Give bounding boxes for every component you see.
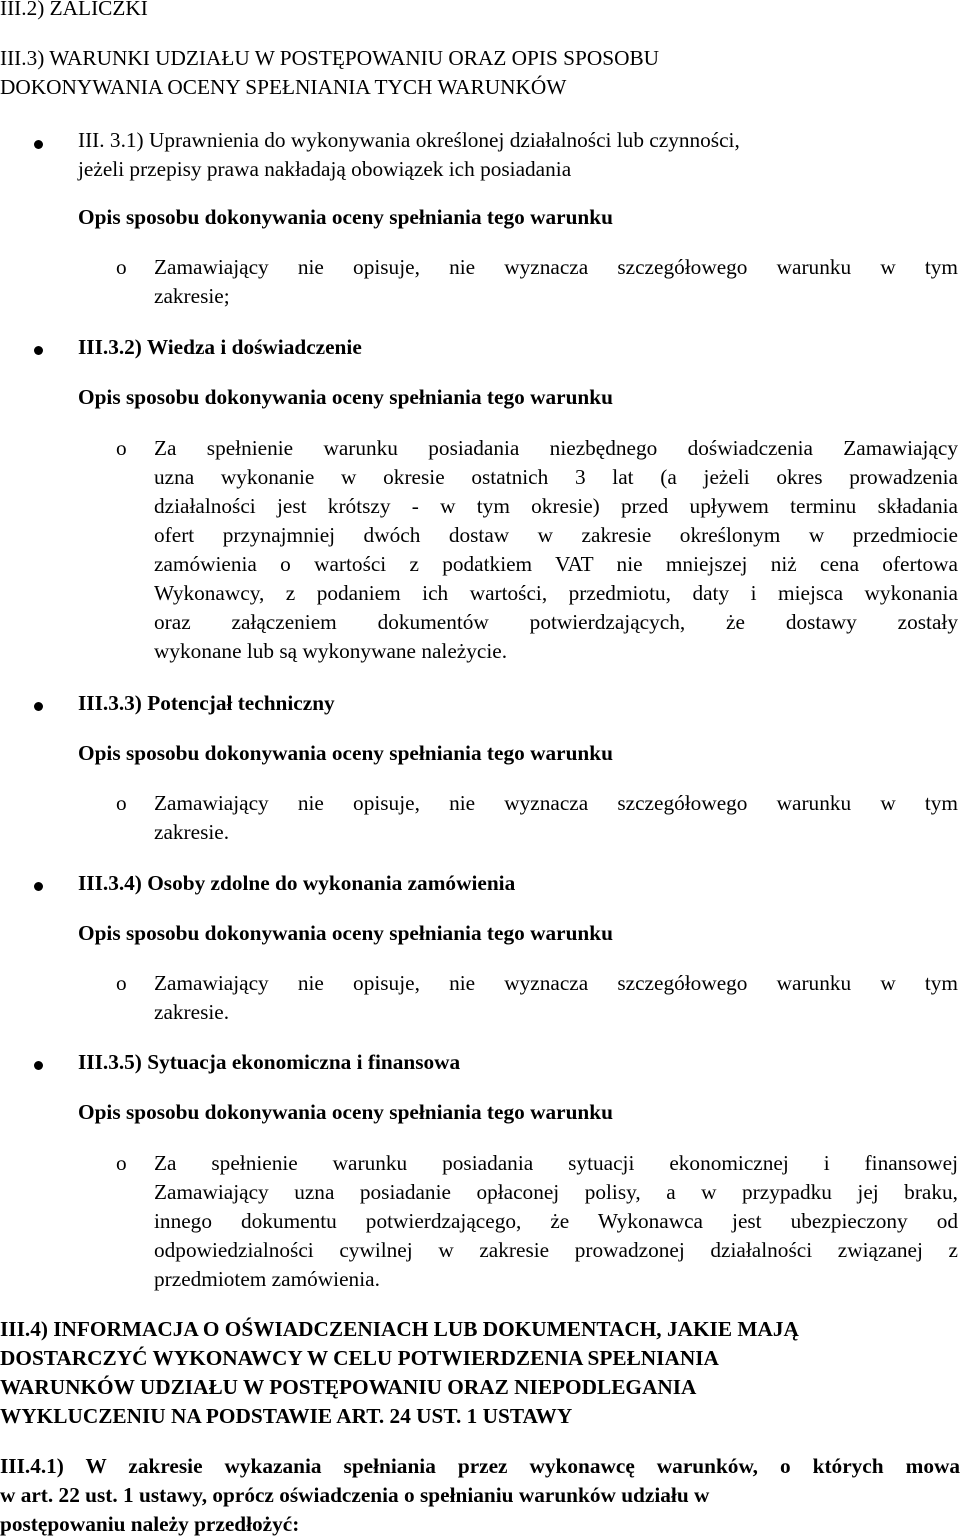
detail-line: Za spełnienie warunku posiadania sytuacji ekonomicznej i finansowej [154,1151,958,1175]
opis-label: Opis sposobu dokonywania oceny spełniania tego warunku [78,205,613,229]
detail-line: Za spełnienie warunku posiadania niezbędnego doświadczenia Zamawiający [154,436,958,460]
detail-line: Wykonawcy, z podaniem ich wartości, przedmiotu, daty i miejsca wykonania [154,581,958,605]
paragraph-line: postępowaniu należy przedłożyć: [0,1512,300,1536]
detail-line: innego dokumentu potwierdzającego, że Wykonawca jest ubezpieczony od [154,1209,958,1233]
bullet-icon [34,140,43,149]
heading-line: DOSTARCZYĆ WYKONAWCY W CELU POTWIERDZENIA SPEŁNIANIA [0,1346,719,1370]
detail-line: oraz załączeniem dokumentów potwierdzających, że dostawy zostały [154,610,958,634]
detail-line: zakresie. [154,820,230,844]
detail-line: działalności jest krótszy - w tym okresie) przed upływem terminu składania [154,494,958,518]
detail-line: zakresie; [154,284,230,308]
item-detail [154,969,958,1027]
detail-line: Zamawiający nie opisuje, nie wyznacza szczegółowego warunku w tym [154,255,958,279]
heading-text: III.2) ZALICZKI [0,0,148,20]
list-marker: o [116,971,127,995]
detail-line: przedmiotem zamówienia. [154,1267,380,1291]
paragraph-line: w art. 22 ust. 1 ustawy, oprócz oświadczenia o spełnianiu warunków udziału w [0,1483,710,1507]
opis-label: Opis sposobu dokonywania oceny spełniania tego warunku [78,385,613,409]
heading-line: III.3) WARUNKI UDZIAŁU W POSTĘPOWANIU ORAZ OPIS SPOSOBU [0,46,660,70]
list-marker: o [116,436,127,460]
detail-line: wykonane lub są wykonywane należycie. [154,639,508,663]
list-marker: o [116,791,127,815]
item-detail [154,789,958,847]
detail-line: Zamawiający nie opisuje, nie wyznacza szczegółowego warunku w tym [154,971,958,995]
item-detail [154,434,958,666]
opis-label: Opis sposobu dokonywania oceny spełniania tego warunku [78,921,613,945]
title-line: III. 3.1) Uprawnienia do wykonywania określonej działalności lub czynności, [78,128,740,152]
heading-line: III.4) INFORMACJA O OŚWIADCZENIACH LUB DOKUMENTACH, JAKIE MAJĄ [0,1317,799,1341]
title-line: jeżeli przepisy prawa nakładają obowiązek ich posiadania [78,157,572,181]
opis-label: Opis sposobu dokonywania oceny spełniania tego warunku [78,741,613,765]
heading-line: WYKLUCZENIU NA PODSTAWIE ART. 24 UST. 1 USTAWY [0,1404,573,1428]
bullet-icon [34,346,43,355]
detail-line: zamówienia o wartości z podatkiem VAT nie mniejszej niż cena ofertowa [154,552,958,576]
detail-line: Zamawiający uzna posiadanie opłaconej polisy, a w przypadku jej braku, [154,1180,958,1204]
section-heading-zaliczki [0,0,960,23]
list-marker: o [116,1151,127,1175]
detail-line: ofert przynajmniej dwóch dostaw w zakresie określonym w przedmiocie [154,523,958,547]
heading-line: WARUNKÓW UDZIAŁU W POSTĘPOWANIU ORAZ NIEPODLEGANIA [0,1375,697,1399]
opis-label: Opis sposobu dokonywania oceny spełniania tego warunku [78,1100,613,1124]
bullet-icon [34,882,43,891]
item-detail [154,1149,958,1294]
section-heading-informacja [0,1315,960,1431]
bullet-icon [34,702,43,711]
section-heading-warunki [0,44,960,102]
heading-line: DOKONYWANIA OCENY SPEŁNIANIA TYCH WARUNKÓW [0,75,567,99]
detail-line: Zamawiający nie opisuje, nie wyznacza szczegółowego warunku w tym [154,791,958,815]
bullet-icon [34,1061,43,1070]
list-marker: o [116,255,127,279]
paragraph-line: III.4.1) W zakresie wykazania spełniania przez wykonawcę warunków, o których mowa [0,1454,960,1478]
item-title: III.3.5) Sytuacja ekonomiczna i finansowa [78,1050,461,1074]
item-title: III.3.4) Osoby zdolne do wykonania zamówienia [78,871,516,895]
detail-line: odpowiedzialności cywilnej w zakresie prowadzonej działalności związanej z [154,1238,958,1262]
detail-line: uzna wykonanie w okresie ostatnich 3 lat (a jeżeli okres prowadzenia [154,465,958,489]
item-title [78,126,960,184]
item-detail [154,253,958,311]
item-title: III.3.3) Potencjał techniczny [78,691,335,715]
item-title: III.3.2) Wiedza i doświadczenie [78,335,362,359]
section-paragraph-4-1 [0,1452,960,1539]
detail-line: zakresie. [154,1000,230,1024]
